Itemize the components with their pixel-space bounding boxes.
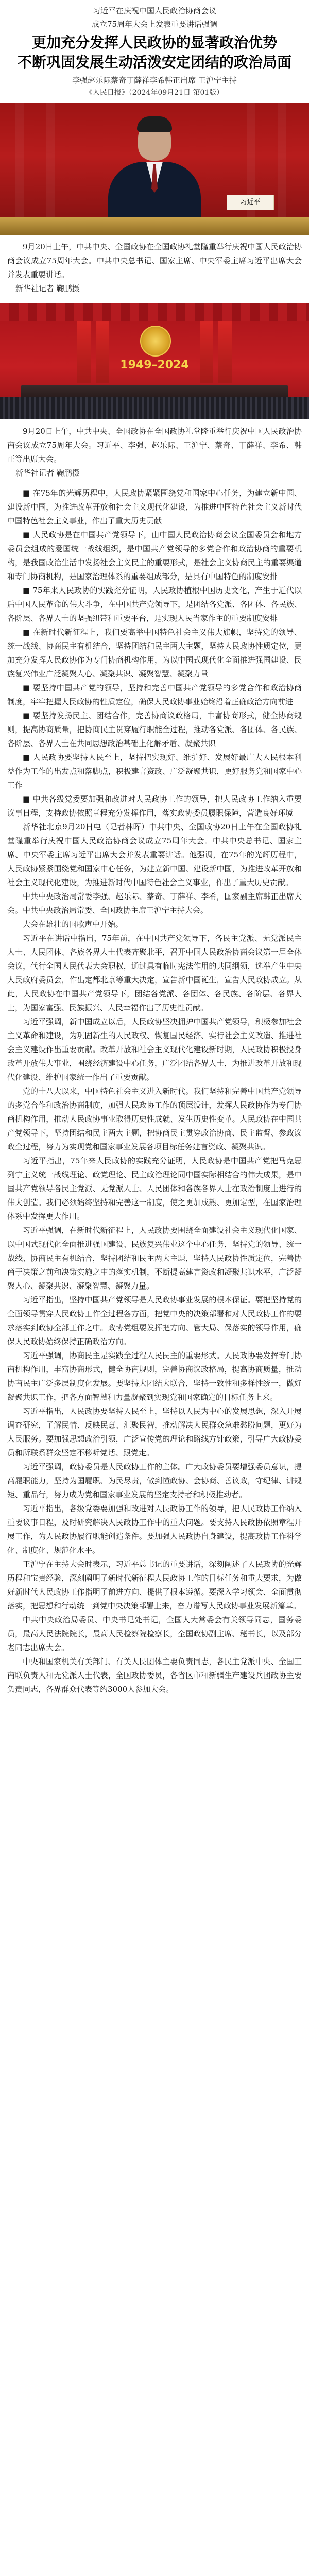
anniversary-banner: 1949–2024 (120, 359, 189, 371)
speaker-photo (0, 103, 309, 235)
photo-credit: 新华社记者 鞠鹏摄 (15, 284, 80, 293)
paragraph: 习近平强调，新中国成立以后，人民政协坚决拥护中国共产党领导，积极参加社会主义革命和建设，为巩固新生的人民政权、恢复国民经济、实行社会主义改造、推进社会主义建设作出重要贡献。改革开放和社会主义现代化建设新时期，人民政协积极投身改革开放伟大事业，围绕经济建设中心任务，广泛团结各界人士，为推进改革开放和现代化建设、维护国家统一作出了重要贡献。 (7, 1017, 302, 1082)
photo-credit: 新华社记者 鞠鹏摄 (15, 468, 80, 478)
paragraph: 中央和国家机关有关部门、有关人民团体主要负责同志，各民主党派中央、全国工商联负责人和无党派人士代表，全国政协委员，各省区市和新疆生产建设兵团政协主要负责同志，各界群众代表等约3000人参加大会。 (7, 1657, 302, 1694)
podium (0, 217, 309, 235)
paragraph: 习近平强调，政协委员是人民政协工作的主体。广大政协委员要增强委员意识，提高履职能力，坚持为国履职、为民尽责，做到懂政协、会协商、善议政，守纪律、讲规矩、重品行，努力成为党和国家事业发展的坚定支持者和积极推动者。 (7, 1462, 302, 1499)
speaker-figure (108, 108, 201, 235)
paragraph: 习近平指出，75年来人民政协的实践充分证明，人民政协是中国共产党把马克思列宁主义统一战线理论、政党理论、民主政治理论同中国实际相结合的伟大成果，是中国共产党领导各民主党派、无党派人士、人民团体和各族各界人士在政治制度上进行的伟大创造。我们必须始终坚持和完善这一制度，使之更加成熟、更加定型，在国家治理体系中发挥更大作用。 (7, 1156, 302, 1221)
paragraph: 习近平强调，协商民主是实践全过程人民民主的重要形式。人民政协要发挥专门协商机构作用，丰富协商形式，健全协商规则，完善协商议政格局，提高协商质量，推动协商民主广泛多层制度化发展。要坚持大团结大联合，坚持一致性和多样性统一，做好凝聚共识工作，把各方面智慧和力量凝聚到实现党和国家确定的目标任务上来。 (7, 1351, 302, 1402)
paragraph: ■ 中共各级党委要加强和改进对人民政协工作的领导，把人民政协工作纳入重要议事日程，支持政协依照章程充分发挥作用，落实政协委员履职保障，营造良好环境 (7, 794, 302, 818)
paragraph: ■ 在新时代新征程上，我们要高举中国特色社会主义伟大旗帜，坚持党的领导、统一战线、协商民主有机结合，坚持团结和民主两大主题，坚持人民政协性质定位，更加充分发挥人民政协作为专门协商机构作用，为以中国式现代化全面推进强国建设、民族复兴伟业广泛凝聚人心、凝聚共识、凝聚智慧、凝聚力量 (7, 628, 302, 679)
headline (0, 33, 309, 72)
paragraph: 中共中央政治局委员、中央书记处书记，全国人大常委会有关领导同志，国务委员，最高人民法院院长，最高人民检察院检察长，全国政协副主席、秘书长，以及部分老同志出席大会。 (7, 1615, 302, 1652)
paragraph: ■ 要坚持发扬民主、团结合作，完善协商议政格局，丰富协商形式，健全协商规则，提高协商质量，把协商民主贯穿履行职能全过程，推动各党派、各团体、各民族、各阶层、各界人士在共同思想政治基础上化解矛盾、凝聚共识 (7, 711, 302, 748)
paragraph: ■ 在75年的光辉历程中，人民政协紧紧围绕党和国家中心任务，为建立新中国、建设新中国，为推进改革开放和社会主义现代化建设，为推进中国特色社会主义新时代中国特色社会主义事业，作出了重大历史贡献 (7, 488, 302, 526)
paragraph: 新华社北京9月20日电（记者林晖）中共中央、全国政协20日上午在全国政协礼堂隆重举行庆祝中国人民政治协商会议成立75周年大会。中共中央总书记、国家主席、中央军委主席习近平出席大会并发表重要讲话。他强调，在75年的光辉历程中，人民政协紧紧围绕党和国家中心任务，为建立新中国、建设新中国，为推进改革开放和社会主义现代化建设，为推进新时代中国特色社会主义事业，作出了重大历史贡献。 (7, 822, 302, 887)
paragraph: 党的十八大以来，中国特色社会主义进入新时代。我们坚持和完善中国共产党领导的多党合作和政治协商制度，加强人民政协工作的顶层设计，发挥人民政协作为专门协商机构作用，推动人民政协事业取得历史性成就、发生历史性变革。人民政协在中国共产党领导下，坚持团结和民主两大主题，把协商民主贯穿政治协商、民主监督、参政议政全过程，努力为实现党和国家事业发展各项目标任务建言资政、凝聚共识。 (7, 1087, 302, 1151)
paragraph: 中共中央政治局常委李强、赵乐际、蔡奇、丁薛祥、李希，国家副主席韩正出席大会。中共中央政治局常委、全国政协主席王沪宁主持大会。 (7, 892, 302, 915)
paragraph: 习近平在讲话中指出，75年前，在中国共产党领导下，各民主党派、无党派民主人士、人民团体、各族各界人士代表齐聚北平，召开中国人民政治协商会议第一届全体会议，代行全国人民代表大会职权，通过具有临时宪法作用的共同纲领，选举产生中央人民政府委员会，作出定都北京等重大决定，宣告新中国诞生，宣告人民政协成立。从此，人民政协在中国共产党领导下，团结各党派、各团体、各民族、各阶层、各界人士，为国家富强、民族振兴、人民幸福作出了历史性贡献。 (7, 934, 302, 1012)
kicker-line: 成立75周年大会上发表重要讲话强调 (91, 20, 218, 29)
kicker (0, 0, 309, 31)
paragraph: 习近平指出，人民政协要坚持人民至上，坚持以人民为中心的发展思想，深入开展调查研究，了解民情、反映民意、汇聚民智，推动解决人民群众急难愁盼问题，更好为人民服务。要加强思想政治引领，广泛宣传党的理论和路线方针政策，引导广大政协委员和所联系群众坚定不移听党话、跟党走。 (7, 1406, 302, 1458)
headline-line: 更加充分发挥人民政协的显著政治优势 (31, 34, 277, 51)
paragraph: ■ 人民政协是在中国共产党领导下，由中国人民政治协商会议全国委员会和地方委员会组成的爱国统一战线组织，是中国共产党领导的多党合作和政治协商的重要机构，是我国政治生活中发扬社会主义民主的重要形式，是社会主义协商民主的重要渠道和专门协商机构，是国家治理体系的重要组成部分，是具有中国特色的制度安排 (7, 530, 302, 581)
paragraph: ■ 75年来人民政协的实践充分证明，人民政协植根中国历史文化，产生于近代以后中国人民革命的伟大斗争，在中国共产党领导下，是团结各党派、各团体、各民族、各阶层、各界人士的坚强纽带和重要平台，是实现人民当家作主的重要制度安排 (7, 586, 302, 623)
paragraph: 习近平强调，在新时代新征程上，人民政协要围绕全面建设社会主义现代化国家、以中国式现代化全面推进强国建设、民族复兴伟业这个中心任务，坚持党的领导、统一战线、协商民主有机结合，坚持团结和民主两大主题，坚持人民政协性质定位，完善协商于决策之前和决策实施之中的落实机制，不断提高建言资政和凝聚共识水平，广泛凝聚人心、凝聚共识、凝聚智慧、凝聚力量。 (7, 1226, 302, 1291)
nameplate: 习近平 (227, 195, 274, 210)
paragraph: ■ 人民政协要坚持人民至上，坚持把实现好、维护好、发展好最广大人民根本利益作为工作的出发点和落脚点，积极建言资政、广泛凝聚共识，更好服务党和国家中心工作 (7, 753, 302, 790)
paragraph: ■ 要坚持中国共产党的领导，坚持和完善中国共产党领导的多党合作和政治协商制度，牢牢把握人民政协的性质定位，确保人民政协事业始终沿着正确政治方向前进 (7, 683, 302, 706)
article-body (0, 483, 309, 1697)
source-line: 《人民日报》（2024年09月21日 第01版） (85, 89, 224, 97)
paragraph: 大会在雄壮的国歌声中开始。 (23, 920, 124, 929)
subline: 李强赵乐际蔡奇丁薛祥李希韩正出席 王沪宁主持 (72, 76, 237, 85)
paragraph: 王沪宁在主持大会时表示，习近平总书记的重要讲话，深刻阐述了人民政协的光辉历程和宝贵经验，深刻阐明了新时代新征程人民政协工作的目标任务和重大要求，为做好新时代人民政协工作指明了前进方向、提供了根本遵循。要深入学习领会、全面贯彻落实，把思想和行动统一到党中央决策部署上来，奋力谱写人民政协事业发展新篇章。 (7, 1560, 302, 1611)
photo-caption: 9月20日上午，中共中央、全国政协在全国政协礼堂隆重举行庆祝中国人民政治协商会议成立75周年大会。中共中央总书记、国家主席、中央军委主席习近平出席大会并发表重要讲话。 (7, 242, 302, 279)
assembly-hall-photo (0, 303, 309, 419)
paragraph: 习近平指出，各级党委要加强和改进对人民政协工作的领导，把人民政协工作纳入重要议事日程，及时研究解决人民政协工作中的重大问题。要支持人民政协依照章程开展工作，为人民政协履行职能创造条件。要加强人民政协自身建设，提高政协工作科学化、制度化、规范化水平。 (7, 1504, 302, 1555)
paragraph: 习近平指出，坚持中国共产党领导是人民政协事业发展的根本保证。要把坚持党的全面领导贯穿人民政协工作全过程各方面，把党中央的决策部署和对人民政协工作的要求落实到政协全部工作之中。政协党组要发挥把方向、管大局、保落实的领导作用，确保人民政协始终保持正确政治方向。 (7, 1295, 302, 1346)
kicker-line: 习近平在庆祝中国人民政治协商会议 (92, 6, 216, 15)
photo-caption: 9月20日上午，中共中央、全国政协在全国政协礼堂隆重举行庆祝中国人民政治协商会议成立75周年大会。习近平、李强、赵乐际、王沪宁、蔡奇、丁薛祥、李希、韩正等出席大会。 (7, 427, 302, 464)
cppcc-emblem-icon (140, 326, 171, 357)
headline-line: 不断巩固发展生动活泼安定团结的政治局面 (17, 54, 291, 71)
article-header (0, 0, 309, 99)
audience-rows (0, 397, 309, 419)
